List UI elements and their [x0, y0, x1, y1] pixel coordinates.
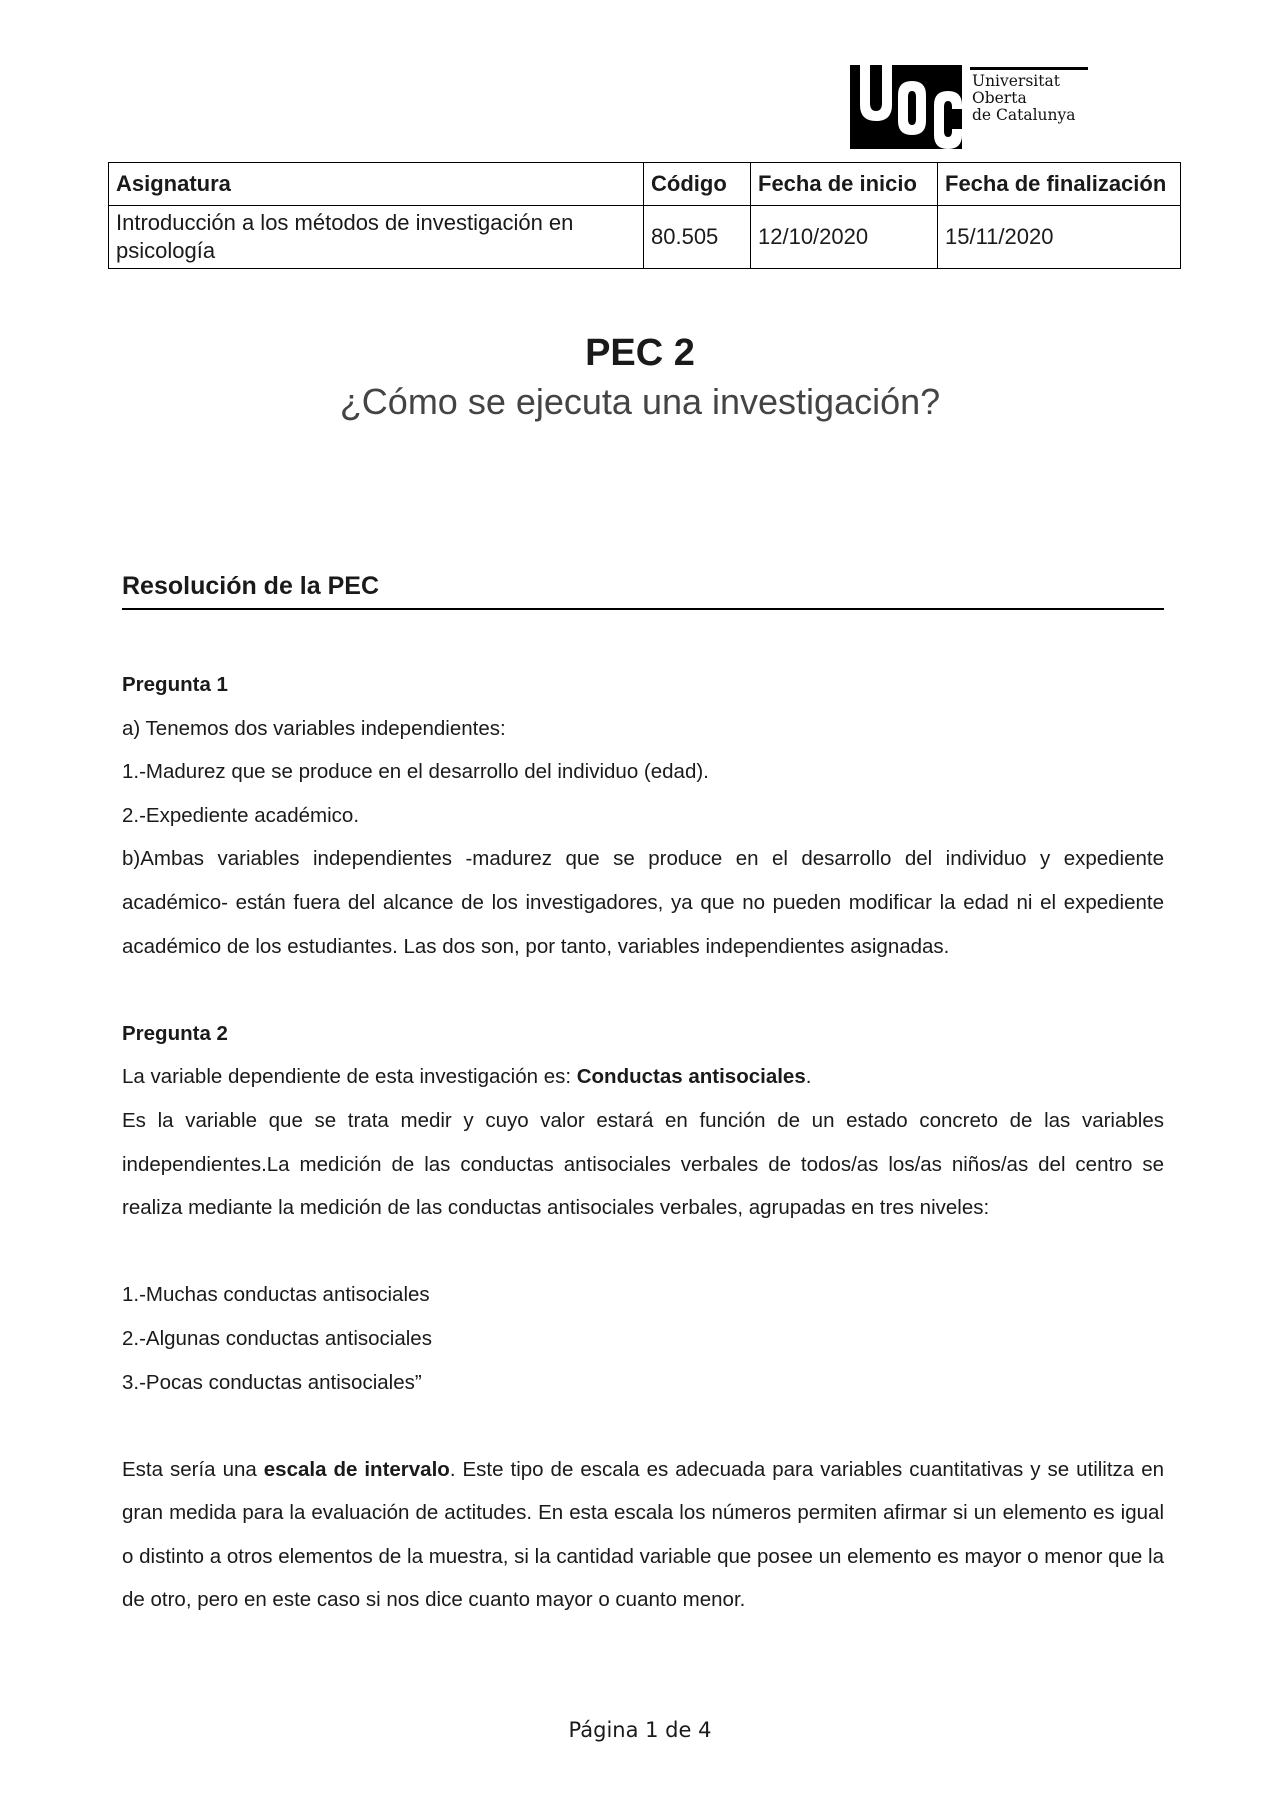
- cell-asignatura: Introducción a los métodos de investigación en psicología: [109, 206, 644, 269]
- question-1-heading: Pregunta 1: [122, 673, 228, 696]
- intro-suffix: .: [805, 1065, 812, 1089]
- uoc-logo: [850, 65, 1090, 151]
- section-heading: Resolución de la PEC: [122, 568, 1164, 610]
- scale-paragraph: [122, 1448, 1164, 1622]
- title-block: [0, 328, 1280, 426]
- logo-text: [972, 73, 1076, 124]
- header-fecha-inicio: Fecha de inicio: [751, 163, 938, 206]
- table-row: [109, 206, 1181, 269]
- spacer: [122, 1230, 1164, 1274]
- header-codigo: Código: [644, 163, 751, 206]
- intro-prefix: La variable dependiente de esta investigación es:: [122, 1065, 577, 1089]
- logo-line-3: de Catalunya: [972, 106, 1076, 124]
- page-number: Página 1 de 4: [568, 1718, 712, 1742]
- question-1-item-1: 1.-Madurez que se produce en el desarrollo del individuo (edad).: [122, 760, 709, 784]
- uoc-logo-mark: [850, 65, 962, 149]
- header-fecha-finalizacion: Fecha de finalización: [938, 163, 1181, 206]
- header-asignatura: Asignatura: [109, 163, 644, 206]
- question-1-part-a: a) Tenemos dos variables independientes:: [122, 716, 506, 740]
- logo-line-2: Oberta: [972, 89, 1027, 107]
- level-item-1: 1.-Muchas conductas antisociales: [122, 1283, 430, 1307]
- question-2-heading: Pregunta 2: [122, 1021, 228, 1045]
- page-subtitle: ¿Cómo se ejecuta una investigación?: [339, 381, 941, 422]
- table-header-row: [109, 163, 1181, 206]
- scale-type: escala de intervalo: [263, 1457, 450, 1481]
- spacer: [122, 968, 1164, 1012]
- level-item-3: 3.-Pocas conductas antisociales”: [122, 1370, 422, 1394]
- logo-rule: [970, 67, 1088, 70]
- scale-prefix: Esta sería una: [122, 1457, 264, 1481]
- course-info-table: [108, 162, 1181, 269]
- spacer: [122, 1404, 1164, 1448]
- scale-suffix: . Este tipo de escala es adecuada para variables cuantitativas y se utilitza en gran medida para la evaluación de actitudes. En esta escala los números permiten afirmar si un elemento es igual o distinto a otros elementos de la muestra, si la cantidad variable que posee un elemento es mayor o menor que la de otro, pero en este caso si nos dice cuanto mayor o cuanto menor.: [122, 1457, 1164, 1612]
- level-item-2: 2.-Algunas conductas antisociales: [122, 1326, 432, 1350]
- question-2-intro: [122, 1055, 1164, 1099]
- cell-codigo: 80.505: [644, 206, 751, 269]
- cell-fecha-finalizacion: 15/11/2020: [938, 206, 1181, 269]
- document-body: [122, 663, 1164, 1622]
- logo-line-1: Universitat: [972, 72, 1060, 90]
- question-1-item-2: 2.-Expediente académico.: [122, 803, 360, 827]
- cell-fecha-inicio: 12/10/2020: [751, 206, 938, 269]
- question-1-part-b: b)Ambas variables independientes -madurez que se produce en el desarrollo del individuo y expediente académico- están fuera del alcance de los investigadores, ya que no pueden modificar la edad ni el expediente académico de los estudiantes. Las dos son, por tanto, variables independientes asignadas.: [122, 847, 1164, 958]
- question-2-paragraph: Es la variable que se trata medir y cuyo valor estará en función de un estado concreto de las variables independientes.La medición de las conductas antisociales verbales de todos/as los/as niños/as del centro se realiza mediante la medición de las conductas antisociales verbales, agrupadas en tres niveles:: [122, 1108, 1164, 1220]
- intro-dependent-variable: Conductas antisociales: [576, 1065, 806, 1089]
- page-title: PEC 2: [585, 332, 695, 374]
